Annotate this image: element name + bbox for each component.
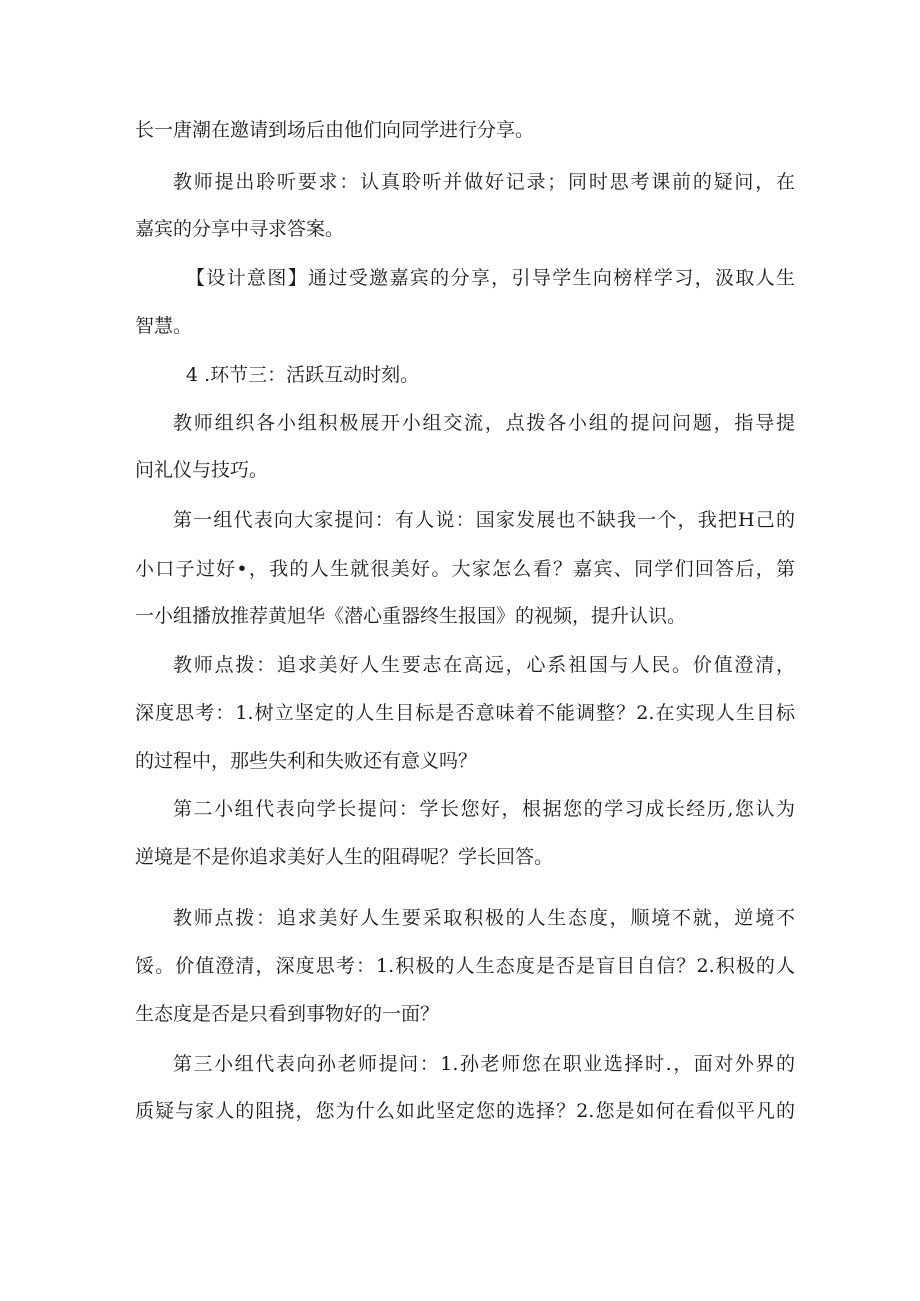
paragraph-line: 一小组播放推荐黄旭华《潜心重器终生报国》的视频，提升认识。 xyxy=(135,605,687,627)
paragraph-line: 第一组代表向大家提问：有人说：国家发展也不缺我一个，我把H己的 xyxy=(173,509,795,531)
paragraph-line: 生态度是否是只看到事物好的一面？ xyxy=(135,1003,440,1025)
paragraph-line: 小口子过好•，我的人生就很美好。大家怎么看？嘉宾、同学们回答后，第 xyxy=(135,558,795,580)
paragraph-line: 教师提出聆听要求：认真聆听并做好记录；同时思考课前的疑问，在 xyxy=(173,171,795,193)
paragraph-line: 逆境是不是你追求美好人生的阻碍呢？学长回答。 xyxy=(135,846,554,868)
paragraph-line: 长一唐潮在邀请到场后由他们向同学进行分享。 xyxy=(135,119,535,141)
paragraph-line: 质疑与家人的阻挠，您为什么如此坚定您的选择？2.您是如何在看似平凡的 xyxy=(135,1100,795,1122)
paragraph-line: 嘉宾的分享中寻求答案。 xyxy=(135,218,345,240)
paragraph-line: 馁。价值澄清，深度思考：1.积极的人生态度是否是盲目自信？2.积极的人 xyxy=(135,955,795,977)
section-heading: 4 .环节三：活跃互动时刻。 xyxy=(186,364,420,386)
paragraph-line: 【设计意图】通过受邀嘉宾的分享，引导学生向榜样学习，汲取人生 xyxy=(186,267,795,289)
paragraph-line: 第三小组代表向孙老师提问：1.孙老师您在职业选择时.，面对外界的 xyxy=(173,1053,795,1075)
paragraph-line: 教师点拨：追求美好人生要采取积极的人生态度，顺境不就，逆境不 xyxy=(173,907,795,929)
paragraph-line: 智慧。 xyxy=(135,315,193,337)
paragraph-line: 教师点拨：追求美好人生要志在高远，心系祖国与人民。价值澄清， xyxy=(173,654,795,676)
paragraph-line: 的过程中，那些失利和失败还有意义吗？ xyxy=(135,750,478,772)
paragraph-line: 深度思考：1.树立坚定的人生目标是否意味着不能调整？2.在实现人生目标 xyxy=(135,702,795,724)
paragraph-line: 问礼仪与技巧。 xyxy=(135,459,269,481)
paragraph-line: 教师组织各小组积极展开小组交流，点拨各小组的提问问题，指导提 xyxy=(173,412,795,434)
paragraph-line: 第二小组代表向学长提问：学长您好，根据您的学习成长经历,您认为 xyxy=(173,798,795,820)
